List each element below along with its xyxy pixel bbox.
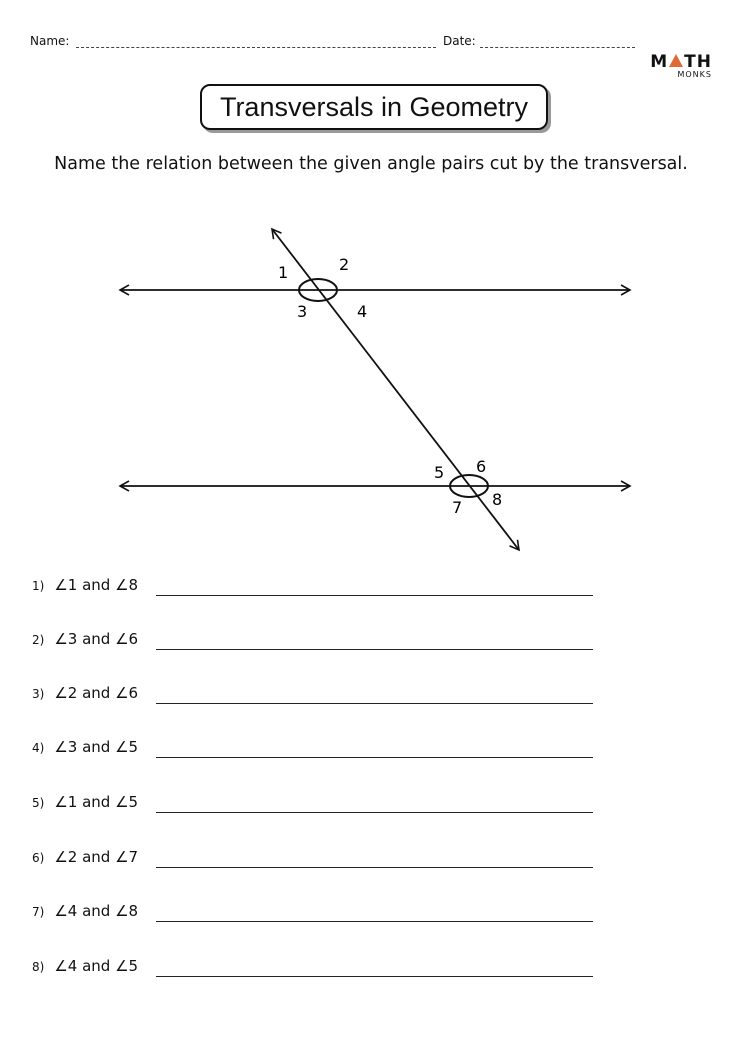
question-text: ∠4 and ∠8 xyxy=(54,902,139,920)
angle-label-2: 2 xyxy=(339,255,350,274)
question-number: 2) xyxy=(32,633,45,647)
question-text: ∠1 and ∠5 xyxy=(54,793,139,811)
question-text: ∠3 and ∠5 xyxy=(54,738,139,756)
question-item xyxy=(32,684,138,702)
answer-line[interactable] xyxy=(156,703,593,704)
answer-line[interactable] xyxy=(156,812,593,813)
question-text: ∠3 and ∠6 xyxy=(54,630,139,648)
answer-line[interactable] xyxy=(156,921,593,922)
question-number: 6) xyxy=(32,851,45,865)
answer-line[interactable] xyxy=(156,976,593,977)
question-number: 1) xyxy=(32,579,45,593)
question-text: ∠2 and ∠7 xyxy=(54,848,139,866)
question-item xyxy=(32,630,138,648)
question-number: 5) xyxy=(32,796,45,810)
transversal-line xyxy=(272,229,519,550)
answer-line[interactable] xyxy=(156,595,593,596)
question-item xyxy=(32,902,138,920)
answer-line[interactable] xyxy=(156,757,593,758)
question-text: ∠4 and ∠5 xyxy=(54,957,139,975)
angle-label-8: 8 xyxy=(492,490,503,509)
question-item xyxy=(32,848,138,866)
angle-label-1: 1 xyxy=(278,263,289,282)
answer-line[interactable] xyxy=(156,867,593,868)
question-text: ∠1 and ∠8 xyxy=(54,576,139,594)
question-number: 3) xyxy=(32,687,45,701)
date-label: Date: xyxy=(443,34,476,48)
angle-label-5: 5 xyxy=(434,463,445,482)
angle-label-4: 4 xyxy=(357,302,368,321)
question-number: 7) xyxy=(32,905,45,919)
question-item xyxy=(32,738,138,756)
page-title: Transversals in Geometry xyxy=(200,84,548,130)
instructions: Name the relation between the given angle pairs cut by the transversal. xyxy=(54,154,688,174)
question-number: 4) xyxy=(32,741,45,755)
angle-label-6: 6 xyxy=(476,457,487,476)
question-number: 8) xyxy=(32,960,45,974)
question-item xyxy=(32,793,138,811)
question-item xyxy=(32,576,138,594)
question-item xyxy=(32,957,138,975)
angle-label-3: 3 xyxy=(297,302,308,321)
answer-line[interactable] xyxy=(156,649,593,650)
math-monks-logo: M TH MONKS xyxy=(650,52,712,79)
name-label: Name: xyxy=(30,34,70,48)
angle-label-7: 7 xyxy=(452,498,463,517)
question-text: ∠2 and ∠6 xyxy=(54,684,139,702)
